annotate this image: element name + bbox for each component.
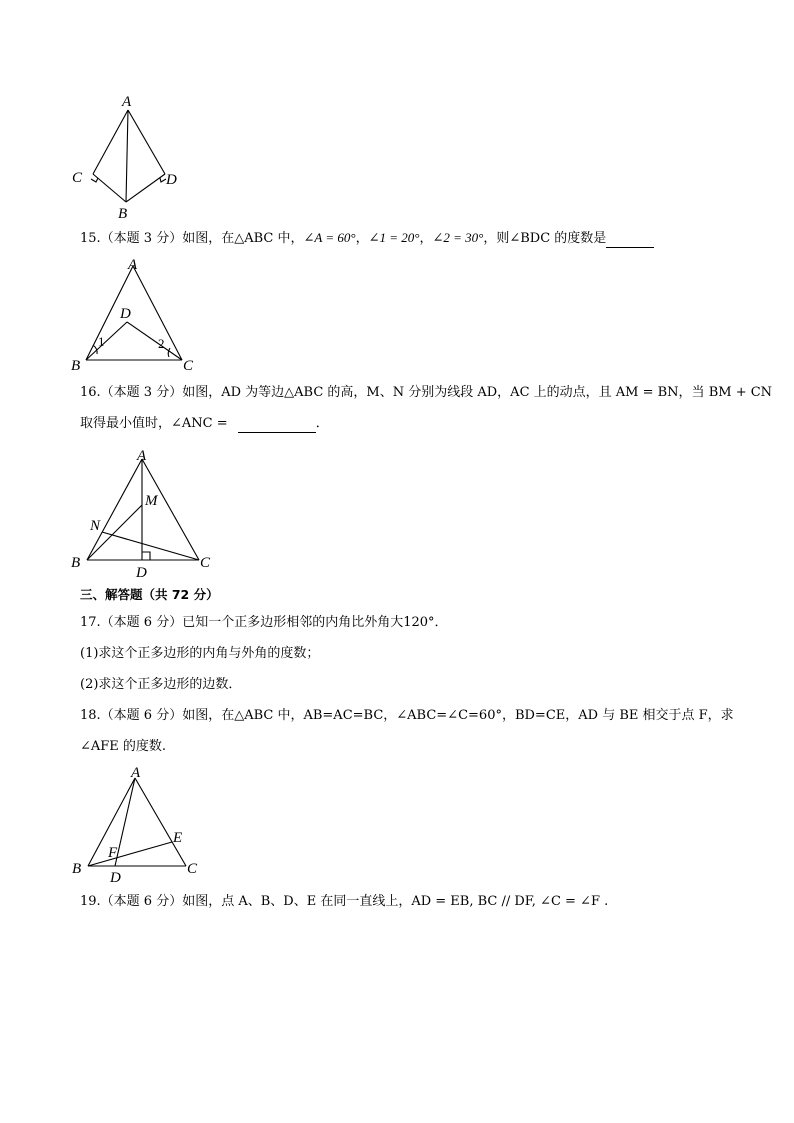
fig15-label-1: 1 [98, 334, 105, 349]
question-17-part1: (1)求这个正多边形的内角与外角的度数； [80, 646, 320, 661]
question-16-line2 [80, 415, 329, 433]
question-16-line1: 16.（本题 3 分）如图，AD 为等边△ABC 的高，M、N 分别为线段 AD，AC 上的动点，且 AM = BN，当 BM + CN [80, 385, 773, 400]
question-17: 17.（本题 6 分）已知一个正多边形相邻的内角比外角大120°． [80, 615, 448, 630]
fig15-label-2: 2 [158, 336, 165, 351]
fig15-label-b: B [71, 358, 81, 374]
figure-q16 [66, 445, 226, 581]
question-19: 19.（本题 6 分）如图，点 A、B、D、E 在同一直线上，AD = EB, BC // DF, ∠C = ∠F . [80, 894, 609, 909]
fig18-label-f: F [108, 845, 118, 861]
q15-sep2: ， [419, 231, 433, 246]
fig18-label-b: B [72, 861, 82, 877]
fig18-label-a: A [131, 765, 141, 781]
figure-q14 [60, 92, 200, 222]
fig16-label-c: C [200, 555, 211, 571]
figure-q18 [66, 762, 216, 886]
q15-text-a: 15.（本题 3 分）如图，在△ABC 中， [80, 231, 304, 246]
fig16-label-b: B [71, 555, 81, 571]
fig16-label-n: N [90, 518, 101, 534]
question-18-line1: 18.（本题 6 分）如图，在△ABC 中，AB=AC=BC，∠ABC=∠C=60°，BD=CE，AD 与 BE 相交于点 F，求 [80, 708, 734, 723]
q15-answer-blank[interactable] [606, 233, 654, 248]
fig15-label-d: D [120, 306, 131, 322]
q15-text-b: ，则∠BDC 的度数是 [483, 231, 607, 246]
q16-text: 取得最小值时，∠ANC = [80, 416, 228, 431]
q16-answer-blank[interactable] [238, 418, 316, 433]
fig16-label-m: M [145, 493, 158, 509]
question-15 [80, 229, 654, 248]
q15-cond1: ∠A = 60° [303, 230, 356, 245]
fig16-label-a: A [137, 448, 147, 464]
fig15-label-a: A [128, 257, 138, 273]
q16-end: ． [315, 416, 329, 431]
fig18-label-d: D [110, 870, 121, 886]
fig14-label-a: A [122, 94, 132, 110]
figure-q15 [66, 256, 206, 374]
section-3-heading: 三、解答题（共 72 分） [80, 587, 219, 602]
fig18-label-c: C [187, 861, 198, 877]
fig14-label-d: D [166, 172, 177, 188]
fig16-label-d: D [136, 565, 147, 581]
q15-cond3: ∠2 = 30° [432, 230, 484, 245]
question-18-line2: ∠AFE 的度数. [80, 739, 167, 754]
q15-sep1: ， [355, 231, 369, 246]
fig15-label-c: C [183, 358, 194, 374]
fig18-label-e: E [173, 830, 183, 846]
q15-cond2: ∠1 = 20° [368, 230, 420, 245]
fig14-label-b: B [118, 206, 128, 222]
fig14-label-c: C [72, 170, 83, 186]
question-17-part2: (2)求这个正多边形的边数． [80, 677, 242, 692]
